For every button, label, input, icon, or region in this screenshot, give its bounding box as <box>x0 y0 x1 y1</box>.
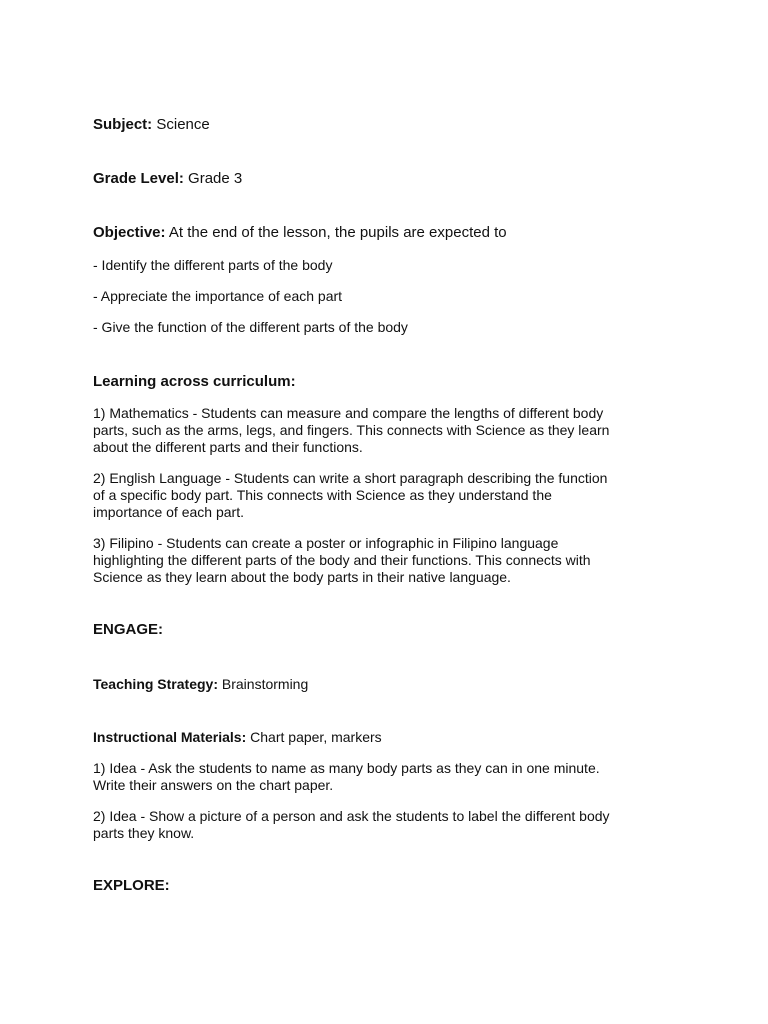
instructional-materials-line <box>93 729 382 745</box>
curriculum-item-english <box>93 470 683 521</box>
curriculum-item-filipino <box>93 535 683 586</box>
paragraph-line: highlighting the different parts of the body and their functions. This connects with <box>93 552 591 568</box>
paragraph-line: parts, such as the arms, legs, and fingers. This connects with Science as they learn <box>93 422 610 438</box>
paragraph-line: 1) Idea - Ask the students to name as many body parts as they can in one minute. <box>93 760 600 776</box>
teaching-strategy-value: Brainstorming <box>221 676 309 692</box>
paragraph-line: of a specific body part. This connects with Science as they understand the <box>93 487 552 503</box>
instructional-materials-label: Instructional Materials: <box>93 729 247 745</box>
paragraph-line: 3) Filipino - Students can create a poster or infographic in Filipino language <box>93 535 559 551</box>
objective-item: - Appreciate the importance of each part <box>93 288 343 304</box>
curriculum-item-mathematics <box>93 405 683 456</box>
instructional-materials-value: Chart paper, markers <box>250 729 382 745</box>
subject-label: Subject: <box>93 116 153 133</box>
objective-label: Objective: <box>93 224 166 241</box>
objective-item: - Give the function of the different parts of the body <box>93 319 408 335</box>
objective-line <box>93 224 507 241</box>
subject-value: Science <box>156 116 210 133</box>
objective-value: At the end of the lesson, the pupils are expected to <box>168 224 507 241</box>
engage-idea-1 <box>93 760 683 794</box>
grade-level-label: Grade Level: <box>93 170 184 187</box>
paragraph-line: 2) English Language - Students can write a short paragraph describing the function <box>93 470 608 486</box>
explore-heading: EXPLORE: <box>93 877 170 894</box>
paragraph-line: Science as they learn about the body parts in their native language. <box>93 569 511 585</box>
subject-line <box>93 116 210 133</box>
teaching-strategy-label: Teaching Strategy: <box>93 676 218 692</box>
learning-across-curriculum-heading: Learning across curriculum: <box>93 373 296 390</box>
engage-heading: ENGAGE: <box>93 621 164 638</box>
paragraph-line: parts they know. <box>93 825 195 841</box>
paragraph-line: about the different parts and their functions. <box>93 439 363 455</box>
paragraph-line: Write their answers on the chart paper. <box>93 777 334 793</box>
paragraph-line: 1) Mathematics - Students can measure and compare the lengths of different body <box>93 405 604 421</box>
grade-level-line <box>93 170 242 187</box>
objective-item: - Identify the different parts of the body <box>93 257 333 273</box>
engage-idea-2 <box>93 808 683 842</box>
paragraph-line: importance of each part. <box>93 504 244 520</box>
paragraph-line: 2) Idea - Show a picture of a person and ask the students to label the different body <box>93 808 610 824</box>
grade-level-value: Grade 3 <box>188 170 243 187</box>
teaching-strategy-line <box>93 676 308 692</box>
